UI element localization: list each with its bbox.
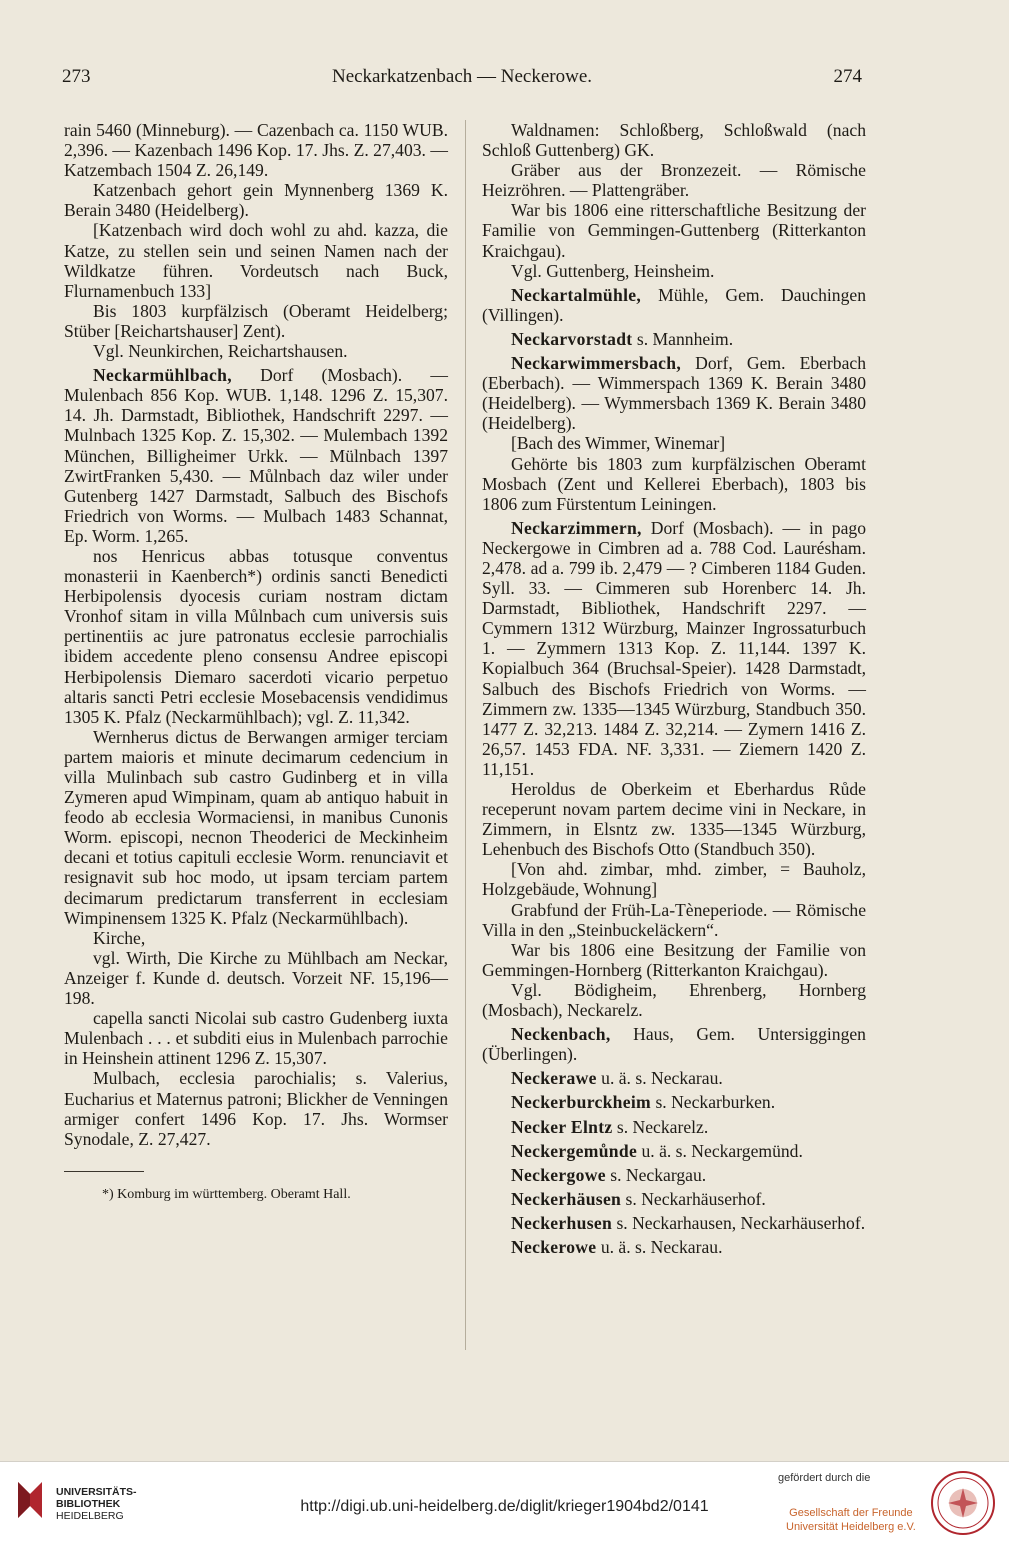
library-line-3: HEIDELBERG — [56, 1510, 124, 1522]
paragraph-text: u. ä. s. Neckargemünd. — [641, 1140, 803, 1161]
entry-headword: Neckerhusen — [511, 1212, 613, 1233]
sponsor-name — [786, 1506, 916, 1534]
text-paragraph — [64, 1068, 448, 1148]
entry-headword: Necker Elntz — [511, 1116, 613, 1137]
paragraph-text: Vgl. Neunkirchen, Reichartshausen. — [93, 341, 348, 362]
paragraph-text: Dorf, Gem. Eberbach (Eberbach). — Wimmerspach 1369 K. Berain 3480 (Heidelberg). — Wymmersbach 1369 K. Berain 3480 (Heidelberg). — [482, 353, 867, 434]
footnote-rule — [64, 1171, 144, 1172]
text-paragraph — [64, 928, 448, 948]
entry-paragraph — [482, 1141, 866, 1161]
paragraph-text: Waldnamen: Schloßberg, Schloßwald (nach Schloß Guttenberg) GK. — [482, 120, 866, 161]
paragraph-text: Vgl. Bödigheim, Ehrenberg, Hornberg (Mosbach), Neckarelz. — [482, 979, 866, 1021]
entry-headword: Neckerawe — [511, 1068, 597, 1089]
paragraph-text: capella sancti Nicolai sub castro Gudenberg iuxta Mulenbach . . . et subditi eius in Mulenbach parrochie in Heinshein attinent 1296 Z. 15,307. — [64, 1008, 448, 1069]
entry-paragraph — [482, 1068, 866, 1088]
paragraph-text: Mulbach, ecclesia parochialis; s. Valerius, Eucharius et Maternus patroni; Blickher de Venningen armiger confert 1496 Kop. 17. Jhs. Wormser Synodale, Z. 27,427. — [64, 1068, 448, 1149]
paragraph-text: War bis 1806 eine ritterschaftliche Besitzung der Familie von Gemmingen-Guttenberg (Ritterkanton Kraichgau). — [482, 200, 866, 261]
entry-paragraph — [482, 518, 866, 779]
entry-paragraph — [482, 1189, 866, 1209]
text-paragraph — [482, 120, 866, 160]
page-header — [62, 66, 862, 96]
paragraph-text: [Bach des Wimmer, Winemar] — [511, 433, 726, 454]
paragraph-text: Mühle, Gem. Dauchingen (Villingen). — [482, 284, 867, 325]
paragraph-text: War bis 1806 eine Besitzung der Familie von Gemmingen-Hornberg (Ritterkanton Kraichgau). — [482, 939, 866, 980]
university-seal-icon — [930, 1470, 996, 1536]
entry-paragraph — [482, 329, 866, 349]
text-paragraph — [64, 341, 448, 361]
paragraph-text: Wernherus dictus de Berwangen armiger terciam partem maioris et minute decimarum cedencium in villa Mulinbach sub castro Gudinberg et in villa Zymeren apud Wimpinam, quam ab antiquo habuit in feodo ab ecclesia Wormaciensi, in manibus Cunonis Worm. episcopi, necnon Theoderici de Meckinheim decani et totius capituli ecclesie Worm. renunciavit et resignavit sub hoc modo, ut ipsam terciam partem decimarum predictarum transferrent in ecclesiam Wimpinensem 1325 K. Pfalz (Neckarmühlbach). — [64, 726, 448, 928]
sponsor-line-2: Universität Heidelberg e.V. — [786, 1521, 916, 1533]
text-paragraph — [64, 180, 448, 220]
text-paragraph — [64, 546, 448, 727]
footnote: *) Komburg im württemberg. Oberamt Hall. — [102, 1186, 351, 1202]
paragraph-text: s. Neckarhausen, Neckarhäuserhof. — [616, 1212, 866, 1233]
paragraph-text: s. Neckarburken. — [655, 1092, 776, 1113]
entry-paragraph — [64, 365, 448, 546]
paragraph-text: Gräber aus der Bronzezeit. — Römische Heizröhren. — Plattengräber. — [482, 160, 866, 201]
library-line-1: UNIVERSITÄTS- — [56, 1486, 137, 1498]
entry-paragraph — [482, 1213, 866, 1233]
sponsor-line-1: Gesellschaft der Freunde — [789, 1507, 913, 1519]
text-paragraph — [64, 301, 448, 341]
library-line-2: BIBLIOTHEK — [56, 1498, 121, 1510]
text-paragraph — [482, 980, 866, 1020]
text-paragraph — [64, 120, 448, 180]
entry-paragraph — [482, 1117, 866, 1137]
paragraph-text: s. Mannheim. — [636, 328, 734, 349]
paragraph-text: [Katzenbach wird doch wohl zu ahd. kazza, die Katze, zu stellen sein und seinen Namen nach der Wildkatze führen. Vordeutsch nach Buck, Flurnamenbuch 133] — [64, 220, 448, 301]
entry-headword: Neckenbach, — [511, 1024, 611, 1045]
paragraph-text: Vgl. Guttenberg, Heinsheim. — [511, 260, 715, 281]
paragraph-text: s. Neckarelz. — [616, 1116, 709, 1137]
running-title: Neckarkatzenbach — Neckerowe. — [331, 66, 593, 87]
paragraph-text: Dorf (Mosbach). — in pago Neckergowe in Cimbren ad a. 788 Cod. Laurésham. 2,478. ad a. 799 ib. 2,479 — ? Cimberen 1184 Guden. Syll. 33. — Cimmeren sub Horenberc 14. Jh. Darmstadt, Bibliothek, Handschrift 2297. — Cymmern 1312 Würzburg, Mainzer Ingrossaturbuch 1. — Zymmern 1313 Kop. Z. 11,144. 1397 K. Kopialbuch 364 (Bruchsal-Speier). 1428 Darmstadt, Salbuch des Bischofs Friedrich von Worms. — Zimmern zw. 1335—1345 Würzburg, Standbuch 350. 1477 Z. 32,213. 1484 Z. 32,214. — Zymern 1416 Z. 26,57. 1453 FDA. NF. 3,331. — Ziemern 1420 Z. 11,151. — [482, 517, 866, 779]
entry-headword: Neckerowe — [511, 1236, 597, 1257]
paragraph-text: rain 5460 (Minneburg). — Cazenbach ca. 1150 WUB. 2,396. — Kazenbach 1496 Kop. 17. Jhs. Z. 27,403. — Katzembach 1504 Z. 26,149. — [64, 120, 448, 181]
paragraph-text: Grabfund der Früh-La-Tèneperiode. — Römische Villa in den „Steinbuckeläckern“. — [482, 899, 866, 940]
text-paragraph — [482, 940, 866, 980]
paragraph-text: Gehörte bis 1803 zum kurpfälzischen Oberamt Mosbach (Zent und Kellerei Eberbach), 1803 bis 1806 zum Fürstentum Leiningen. — [482, 453, 866, 514]
paragraph-text: nos Henricus abbas totusque conventus monasterii in Kaenberch*) ordinis sancti Benedicti Herbipolensis dyocesis curiam nostram dictam Vronhof sitam in villa Můlnbach cum universis suis pertinentiis ac jure patronatus ecclesie parrochialis ibidem accedente pleno consensu Andree episcopi Herbipolensis Diemaro sacerdoti vicario perpetuo altaris sancti Petri ecclesie Mosebacensis vendidimus 1305 K. Pfalz (Neckarmühlbach); vgl. Z. 11,342. — [64, 545, 448, 727]
entry-paragraph — [482, 1024, 866, 1064]
page-number-right: 274 — [833, 66, 862, 87]
digitization-footer — [0, 1461, 1009, 1552]
entry-headword: Neckarvorstadt — [511, 328, 633, 349]
paragraph-text: Bis 1803 kurpfälzisch (Oberamt Heidelberg; Stüber [Reichartshauser] Zent). — [64, 300, 448, 341]
text-paragraph — [64, 1008, 448, 1068]
right-column — [482, 120, 866, 1257]
entry-headword: Neckarmühlbach, — [93, 365, 232, 386]
entry-paragraph — [482, 1237, 866, 1257]
paragraph-text: Heroldus de Oberkeim et Eberhardus Růde receperunt novam partem decime vini in Neckare, in Zimmern, in Elsntz zw. 1335—1345 Würzburg, Lehenbuch des Bischofs Otto (Standbuch 350). — [482, 779, 866, 860]
text-paragraph — [64, 948, 448, 1008]
text-paragraph — [64, 727, 448, 928]
permalink-url[interactable]: http://digi.ub.uni-heidelberg.de/diglit/krieger1904bd2/0141 — [300, 1498, 709, 1515]
text-paragraph — [482, 160, 866, 200]
paragraph-text: s. Neckarhäuserhof. — [625, 1188, 766, 1209]
text-paragraph — [482, 779, 866, 859]
entry-headword: Neckartalmühle, — [511, 284, 642, 305]
entry-paragraph — [482, 1092, 866, 1112]
sponsor-label: gefördert durch die — [778, 1472, 871, 1484]
entry-headword: Neckergemůnde — [511, 1140, 638, 1161]
entry-paragraph — [482, 1165, 866, 1185]
entry-paragraph — [482, 285, 866, 325]
text-paragraph — [482, 261, 866, 281]
text-paragraph — [482, 433, 866, 453]
text-paragraph — [482, 900, 866, 940]
page-number-left: 273 — [62, 66, 91, 87]
paragraph-text: Haus, Gem. Untersiggingen (Überlingen). — [482, 1024, 866, 1065]
paragraph-text: [Von ahd. zimbar, mhd. zimber, = Bauholz, Holzgebäude, Wohnung] — [482, 859, 866, 900]
entry-headword: Neckergowe — [511, 1164, 606, 1185]
entry-paragraph — [482, 353, 866, 433]
left-column — [64, 120, 448, 1204]
entry-headword: Neckerhäusen — [511, 1188, 622, 1209]
paragraph-text: u. ä. s. Neckarau. — [601, 1068, 723, 1089]
entry-headword: Neckerburckheim — [511, 1092, 652, 1113]
entry-headword: Neckarwimmersbach, — [511, 353, 682, 374]
text-paragraph — [482, 859, 866, 899]
text-paragraph — [64, 220, 448, 300]
paragraph-text: s. Neckargau. — [610, 1164, 707, 1185]
column-divider — [465, 120, 466, 1350]
paragraph-text: Katzenbach gehort gein Mynnenberg 1369 K. Berain 3480 (Heidelberg). — [64, 180, 448, 221]
entry-headword: Neckarzimmern, — [511, 517, 642, 538]
paragraph-text: Dorf (Mosbach). — Mulenbach 856 Kop. WUB. 1,148. 1296 Z. 15,307. 14. Jh. Darmstadt, Bibliothek, Handschrift 2297. — Mulnbach 1325 Kop. Z. 15,302. — Mulembach 1392 München, Billigheimer Urkk. — Mülnbach 1397 ZwirtFranken 5,430. — Můlnbach daz wiler under Gutenberg 1427 Darmstadt, Salbuch des Bischofs Friedrich von Worms. — Mulbach 1483 Schannat, Ep. Worm. 1,265. — [64, 365, 448, 546]
paragraph-text: Kirche, — [93, 927, 146, 948]
text-paragraph — [482, 200, 866, 260]
paragraph-text: u. ä. s. Neckarau. — [600, 1236, 723, 1257]
text-paragraph — [482, 454, 866, 514]
paragraph-text: vgl. Wirth, Die Kirche zu Mühlbach am Neckar, Anzeiger f. Kunde d. deutsch. Vorzeit NF. 15,196—198. — [64, 947, 448, 1009]
